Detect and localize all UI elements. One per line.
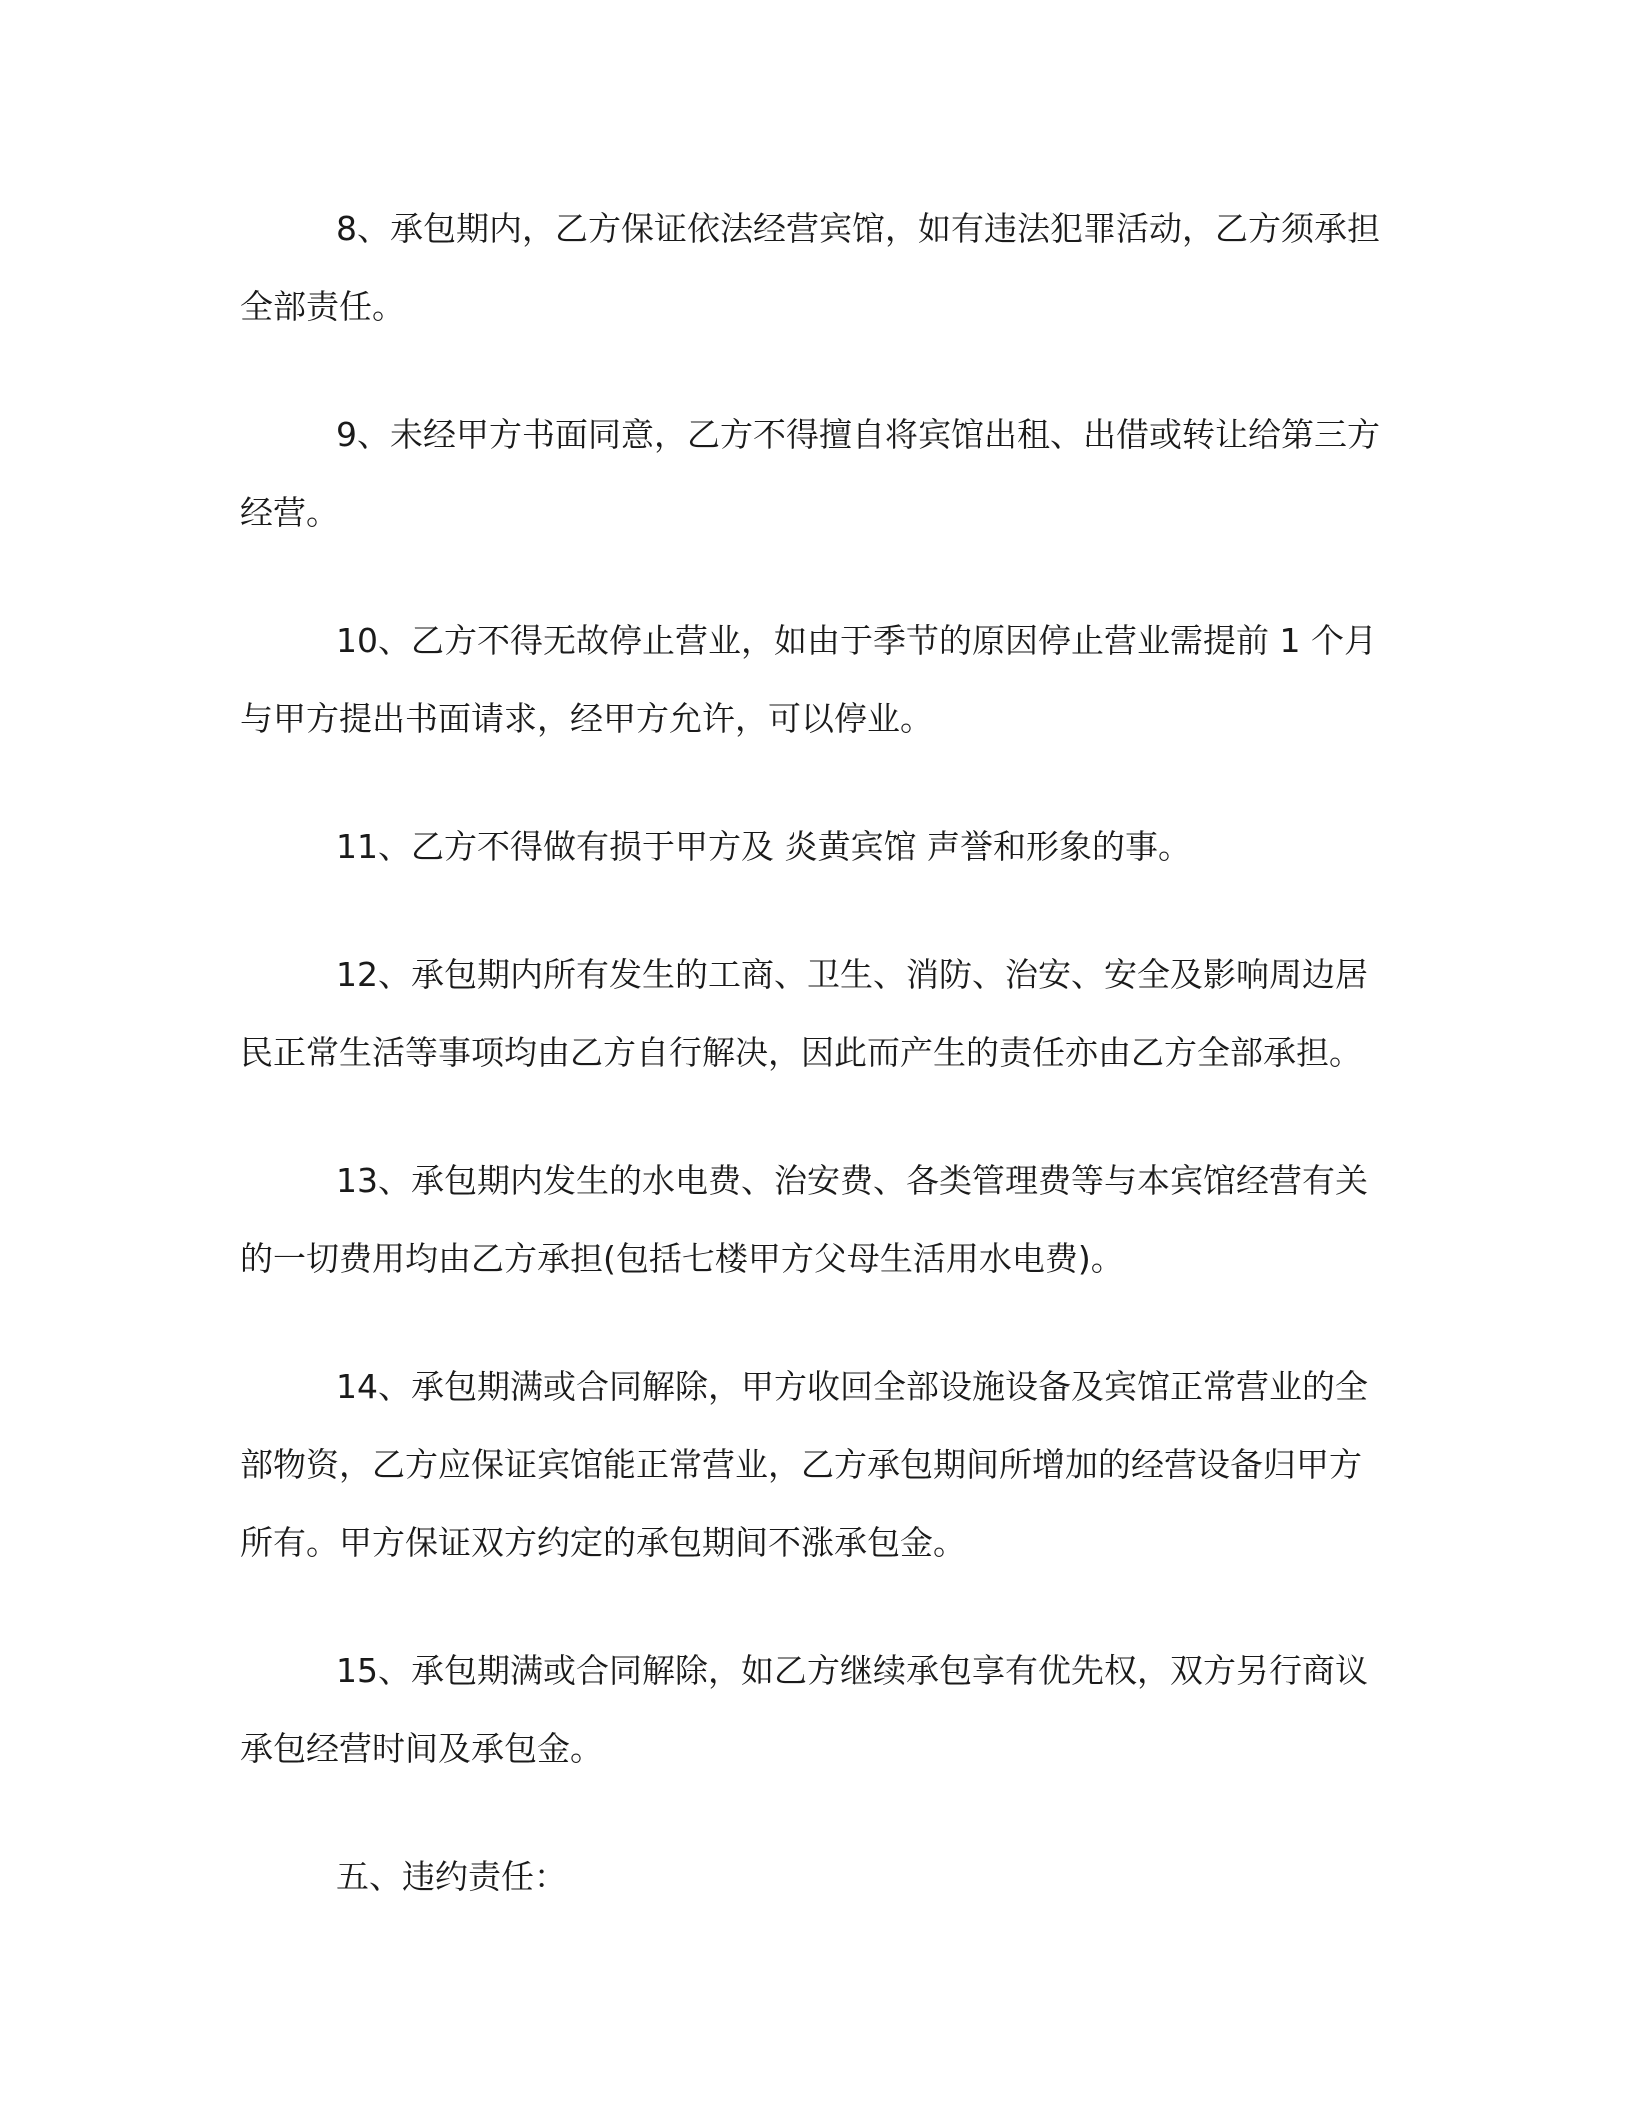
clause-8: 8、承包期内，乙方保证依法经营宾馆，如有违法犯罪活动，乙方须承担全部责任。 <box>240 209 1380 326</box>
clause-14: 14、承包期满或合同解除，甲方收回全部设施设备及宾馆正常营业的全部物资，乙方应保证宾馆能正常营业，乙方承包期间所增加的经营设备归甲方所有。甲方保证双方约定的承包期间不涨承包金。 <box>240 1367 1368 1562</box>
clause-13: 13、承包期内发生的水电费、治安费、各类管理费等与本宾馆经营有关的一切费用均由乙方承担(包括七楼甲方父母生活用水电费)。 <box>240 1161 1368 1278</box>
clause-15: 15、承包期满或合同解除，如乙方继续承包享有优先权，双方另行商议承包经营时间及承包金。 <box>240 1651 1368 1768</box>
document-body <box>240 190 1392 1966</box>
section-heading-breach-liability: 五、违约责任： <box>336 1857 567 1896</box>
clause-9: 9、未经甲方书面同意，乙方不得擅自将宾馆出租、出借或转让给第三方经营。 <box>240 415 1380 532</box>
clause-11: 11、乙方不得做有损于甲方及 炎黄宾馆 声誉和形象的事。 <box>336 827 1191 866</box>
clause-10: 10、乙方不得无故停止营业，如由于季节的原因停止营业需提前 1 个月与甲方提出书面请求，经甲方允许，可以停业。 <box>240 621 1377 738</box>
clause-12: 12、承包期内所有发生的工商、卫生、消防、治安、安全及影响周边居民正常生活等事项均由乙方自行解决，因此而产生的责任亦由乙方全部承担。 <box>240 955 1368 1072</box>
